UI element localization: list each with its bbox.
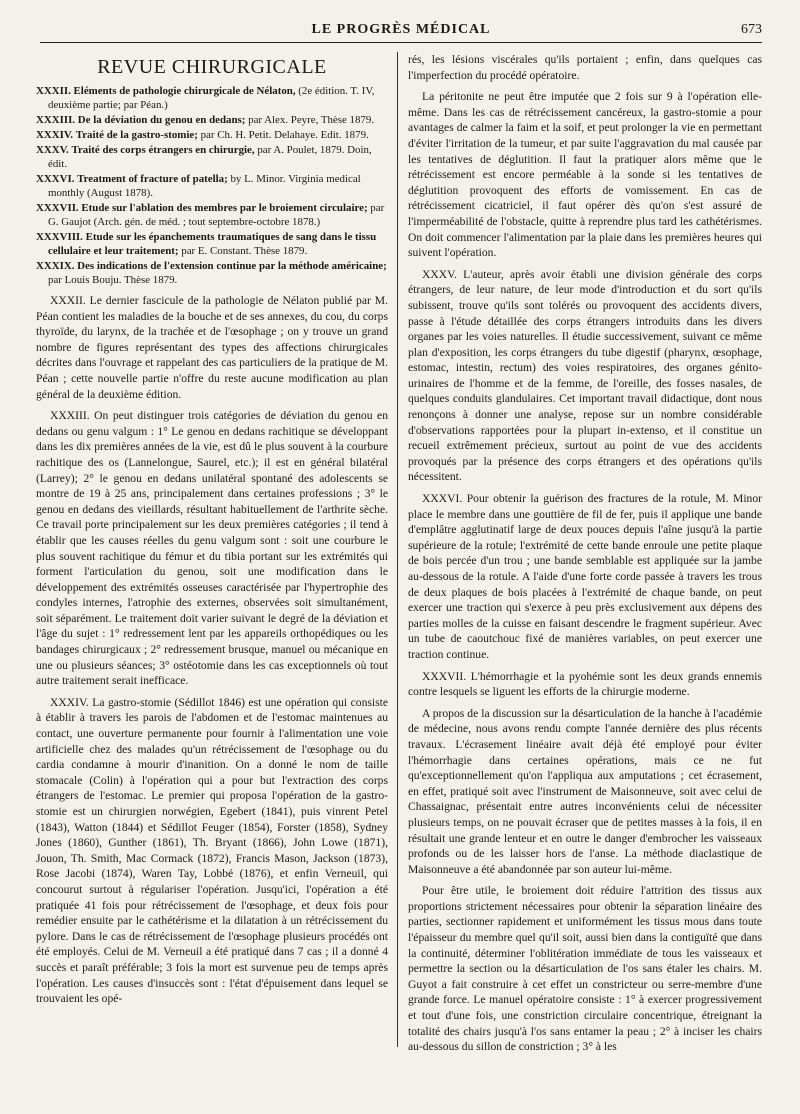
reference-details: par Alex. Peyre, Thèse 1879.	[245, 114, 375, 126]
body-paragraph: XXXIV. La gastro-stomie (Sédillot 1846) est une opération qui consiste à établir à travers les parois de l'abdomen et de l'estomac maintenues au contact, une ouverture permanente pour fournir à l'alimentation une voie artificielle chez des malades qu'un rétrécissement de l'œsophage ou du cardia condamne à mourir d'inanition. On a donné le nom de taille stomacale (Colin) à l'opération qui a pour but l'extraction des corps étrangers de l'estomac. Le premier qui proposa l'opération de la gastro-stomie est un chirurgien norwégien, Egebert (1841), puis vinrent Petel (1843), Watton (1844) et Sédillot Feuger (1854), Forster (1858), Sydney Jones (1860), Gunther (1861), Th. Bryant (1866), John Lowe (1871), Jouon, Th. Smith, Mac Cormack (1872), Francis Mason, Jackson (1873), Rose Jacobi (1874), Waren Tay, Lobbé (1876), et enfin Verneuil, qui concourut surtout à régulariser l'opération. Jusqu'ici, l'opération a été pratiquée 41 fois pour rétrécissement de l'œsophage, et deux fois pour remédier ensuite par le cathétérisme et la dilatation à un rétrécissement du pylore. Dans le cas de rétrécissement de l'œsophage plusieurs procédés ont été employés. Celui de M. Verneuil a été pratiqué dans 7 cas ; il a donné 4 succès et paraît préférable; 3 fois la mort est survenue peu de temps après l'opération. Les causes d'insuccès sont : l'état d'épuisement dans lequel se trouvaient les opé-	[36, 695, 388, 1006]
reference-title: Etude sur l'ablation des membres par le broiement circulaire;	[81, 202, 368, 214]
reference-details: par A. Poulet, 1879. Doin, édit.	[48, 144, 372, 170]
reference-title: Eléments de pathologie chirurgicale de Nélaton,	[73, 85, 296, 97]
reference-number: XXXVI.	[36, 173, 75, 185]
reference-item	[36, 143, 388, 171]
reference-item	[36, 201, 388, 229]
reference-details: par E. Constant. Thèse 1879.	[178, 245, 308, 257]
reference-title: Traité des corps étrangers en chirurgie,	[71, 144, 255, 156]
reference-item	[36, 259, 388, 287]
reference-item	[36, 128, 388, 142]
section-title: REVUE CHIRURGICALE	[97, 56, 327, 78]
reference-item	[36, 113, 388, 127]
reference-title: Des indications de l'extension continue par la méthode américaine;	[77, 260, 387, 272]
body-paragraph: XXXII. Le dernier fascicule de la pathologie de Nélaton publié par M. Péan contient les maladies de la bouche et de ses annexes, du cou, du corps thyroïde, du larynx, de la trachée et de l'œsophage ; on y trouve un grand nombre de figures représentant des types des affections chirurgicales décrites dans l'ouvrage et rappelant des cas particuliers de la pratique de M. Péan ; cette nouvelle partie n'offre du reste aucune modification au plan général de la deuxième édition.	[36, 294, 388, 401]
reference-title: Etude sur les épanchements traumatiques de sang dans le tissu cellulaire et leur traitement;	[48, 231, 377, 257]
body-paragraph: A propos de la discussion sur la désarticulation de la hanche à l'académie de médecine, nous avons rendu compte l'année dernière des plus récents travaux. L'écrasement linéaire avait déjà été employé pour éviter l'hémorrhagie dans certaines opérations, mais ce ne fut qu'exceptionnellement qu'on l'appliqua aux amputations ; cet écrasement, en effet, pratiqué soit avec l'instrument de Maisonneuve, soit avec celui de Chassaignac, présentait entre autres inconvénients celui de nécessiter plusieurs temps, on ne pouvait écraser que de petites masses à la fois, il en résultait une grande lenteur et en outre le danger d'embrocher les vaisseaux profonds ou de les laisser hors de l'anse. La méthode diaclastique de Maisonneuve a été abandonnée par son auteur lui-même.	[408, 706, 762, 876]
reference-item	[36, 84, 388, 112]
reference-item	[36, 172, 388, 200]
reference-details: (2e édition. T. IV, deuxième partie; par Péan.)	[48, 85, 375, 111]
reference-title: Treatment of fracture of patella;	[77, 173, 228, 185]
body-paragraph: La péritonite ne peut être imputée que 2 fois sur 9 à l'opération elle-même. Dans les cas de rétrécissement cancéreux, la gastro-stomie a pour avantages de calmer la faim et la soif, et peut prolonger la vie en permettant d'éviter l'irritation de la tumeur, et par suite l'aggravation du mal causée par les tentatives de déglutition. Il faut la pratiquer alors même que le rétrécissement est encore perméable à la sonde si les tentatives de déglutition provoquent des efforts de vomissement. En cas de rétrécissement cicatriciel, il faut opérer dès qu'on s'est assuré de l'imperméabilité de l'obstacle, quitte à reprendre plus tard les cathétérismes. On doit commencer l'alimentation par la plaie dans les premières heures qui suivent l'opération.	[408, 90, 762, 260]
reference-number: XXXV.	[36, 144, 69, 156]
column-divider	[397, 52, 398, 1047]
right-column	[408, 52, 762, 1106]
body-paragraph-continued: rés, les lésions viscérales qu'ils portaient ; enfin, dans quelques cas l'imperfection du procédé opératoire.	[408, 53, 762, 82]
reference-number: XXXVIII.	[36, 231, 83, 243]
body-paragraph: XXXV. L'auteur, après avoir établi une division générale des corps étrangers, de leur nature, de leur mode d'introduction et du sort qu'ils subissent, trouve qu'ils sont tolérés ou provoquent des accidents divers, passe à l'étude détaillée des corps étrangers introduits dans les divers organes par les voies naturelles. Il étudie successivement, suivant ce même plan d'exposition, les corps étrangers du tube digestif (pharynx, œsophage, estomac, intestin, rectum) des voies respiratoires, des organes génito-urinaires de l'homme et de la femme, de l'oreille, des fosses nasales, de quelques conduits glandulaires. Cet important travail didactique, dont nous renonçons à donner une analyse, repose sur un nombre considérable d'observations rapportées pour la plupart in-extenso, et il constitue un recueil extrêmement précieux, surtout au point de vue des accidents provoqués par la présence des corps étrangers et des opérations qu'ils nécessitent.	[408, 267, 762, 484]
reference-title: De la déviation du genou en dedans;	[77, 114, 246, 126]
journal-title: LE PROGRÈS MÉDICAL	[311, 22, 491, 37]
body-paragraph: XXXVI. Pour obtenir la guérison des fractures de la rotule, M. Minor place le membre dans une gouttière de fil de fer, puis il applique une bande d'emplâtre agglutinatif large de deux pouces depuis l'aîne jusqu'à la partie supérieure de la rotule; l'extrémité de cette bande enroule une petite plaque de bois percée d'un trou ; une bande semblable est appliquée sur la jambe au-dessous de la rotule. A l'aide d'une forte corde passée à travers les trous de deux plaques de bois placées à l'extrémité de chaque bande, on peut exercer une traction qui s'exerce à peu près exclusivement aux dépens des parties molles de la cuisse en faisant descendre le fragment supérieur. Avec un tube de caoutchouc fixé de manières variables, on peut exercer une traction continue.	[408, 492, 762, 661]
reference-number: XXXII.	[36, 85, 71, 97]
reference-details: par Louis Bouju. Thèse 1879.	[48, 274, 178, 286]
reference-number: XXXIX.	[36, 260, 75, 272]
reference-number: XXXVII.	[36, 202, 79, 214]
reference-number: XXXIV.	[36, 129, 74, 141]
left-column	[36, 52, 388, 1106]
reference-title: Traité de la gastro-stomie;	[75, 129, 198, 141]
reference-number: XXXIII.	[36, 114, 76, 126]
reference-details: par Ch. H. Petit. Delahaye. Edit. 1879.	[197, 129, 369, 141]
reference-details: by L. Minor. Virginia medical monthly (August 1878).	[48, 173, 361, 199]
body-paragraph: XXXIII. On peut distinguer trois catégories de déviation du genou en dedans ou genu valgum : 1° Le genou en dedans rachitique se développant dans les dix premières années de la vie, est dû le plus souvent à la courbure rachitique des os (Lannelongue, Saurel, etc.); il est en général bilatéral (Larrey); 2° le genou en dedans unilatéral spontané des adolescents se montre de 19 à 25 ans, principalement dans certaines professions ; 3° le genou en dedans des vieillards, résultant habituellement de l'arthrite sèche. Ce travail porte principalement sur les deux premières catégories ; il tend à établir que les causes réelles du genu valgum sont : soit une courbure le plus souvent rachitique du fémur et du tibia portant sur les extrémités qui forment l'articulation du genou, soit une modification dans le développement des extrémités osseuses caractérisée par l'hypertrophie des condyles internes, l'atrophie des externes, observées soit simultanément, soit séparément. Le traitement doit varier suivant le degré de la déviation et l'âge du sujet : 1° redressement lent par les appareils orthopédiques ou les bandages chirurgicaux ; 2° redressement brusque, manuel ou mécanique en une ou plusieurs séances; 3° ostéotomie dans les cas exceptionnels où tout autre traitement serait inefficace.	[36, 409, 388, 688]
reference-details: par G. Gaujot (Arch. gén. de méd. ; tout septembre-octobre 1878.)	[48, 202, 385, 228]
reference-list	[36, 84, 388, 287]
reference-item	[36, 230, 388, 258]
body-paragraph: Pour être utile, le broiement doit réduire l'attrition des tissus aux proportions strictement nécessaires pour obtenir la séparation linéaire des parties, sectionner rapidement et uniformément les tissus mous dans toute l'épaisseur du membre quel qu'il soit, aussi bien dans la contiguïté que dans la continuité, déterminer l'oblitération immédiate de tous les vaisseaux et permettre la section ou la désarticulation de l'os sans étaler les chairs. M. Guyot a fait construire à cet effet un constricteur ou serre-membre d'une grande force. Le manuel opératoire consiste : 1° à exercer progressivement et tout d'une fois, une constriction circulaire concentrique, étreignant la totalité des chairs jusqu'à l'os sans entamer la peau ; 2° à inciser les chairs au-dessous du sillon de constriction ; 3° à les	[408, 884, 762, 1054]
body-paragraph: XXXVII. L'hémorrhagie et la pyohémie sont les deux grands ennemis contre lesquels se liguent les efforts de la chirurgie moderne.	[408, 669, 762, 699]
running-head	[40, 20, 762, 43]
page-number: 673	[741, 22, 762, 37]
